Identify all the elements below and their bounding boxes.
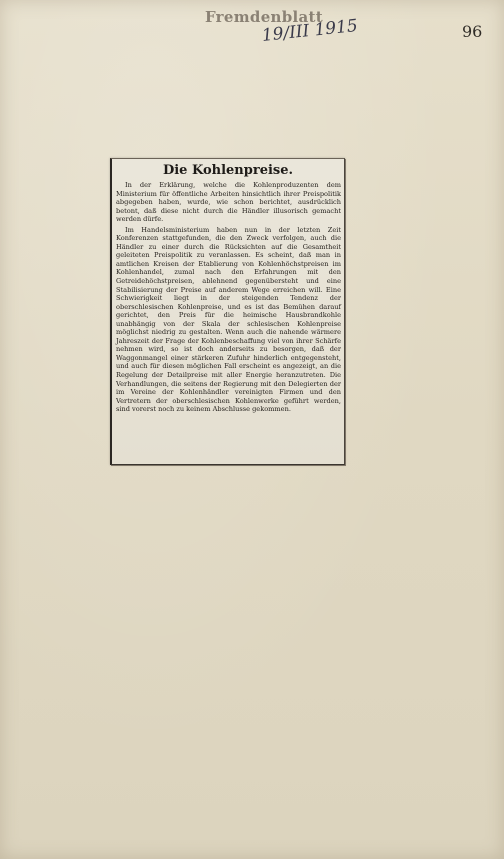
article-paragraph: Im Handelsministerium haben nun in der letzten Zeit Konferenzen stattgefunden, die den Zweck verfolgen, auch die Händler zu einer durch die Rücksichten auf die Gesamtheit geleiteten Preispolitik zu veranlassen. Es scheint, daß man in amtlichen Kreisen der Etablierung von Kohlenhöchstpreisen im Kohlenhandel, zumal nach den Erfahrungen mit den Getreidehöchstpreisen, ablehnend gegenübersteht und eine Stabilisierung der Preise auf anderem Wege erreichen will. Eine Schwierigkeit liegt in der steigenden Tendenz der oberschlesischen Kohlenpreise, und es ist das Bemühen darauf gerichtet, den Preis für die heimische Hausbrandkohle unabhängig von der Skala der schlesischen Kohlenpreise möglichst niedrig zu gestalten. Wenn auch die nahende wärmere Jahreszeit der Frage der Kohlenbeschaffung viel von ihrer Schärfe nehmen wird, so ist doch anderseits zu besorgen, daß der Waggonmangel einer stärkeren Zufuhr hinderlich entgegensteht, und auch für diesen möglichen Fall erscheint es angezeigt, an die Regelung der Detailpreise mit aller Energie heranzutreten. Die Verhandlungen, die seitens der Regierung mit den Delegierten der im Vereine der Kohlenhändler vereinigten Firmen und den Vertretern der oberschlesischen Kohlenwerke geführt werden, sind vorerst noch zu keinem Abschlusse gekommen.: [116, 225, 341, 414]
newspaper-stamp: Fremdenblatt: [205, 8, 324, 26]
newspaper-clipping: [110, 158, 345, 465]
article-body: [112, 181, 344, 414]
article-headline: Die Kohlenpreise.: [162, 163, 294, 178]
article-paragraph: In der Erklärung, welche die Kohlenproduzenten dem Ministerium für öffentliche Arbeiten hinsichtlich ihrer Preispolitik abgegeben haben, wurde, wie schon berichtet, ausdrücklich betont, daß diese nicht durch die Händler illusorisch gemacht werden dürfe.: [116, 181, 341, 224]
page-number: 96: [462, 22, 483, 41]
handwritten-date: 19/III 1915: [260, 16, 359, 46]
